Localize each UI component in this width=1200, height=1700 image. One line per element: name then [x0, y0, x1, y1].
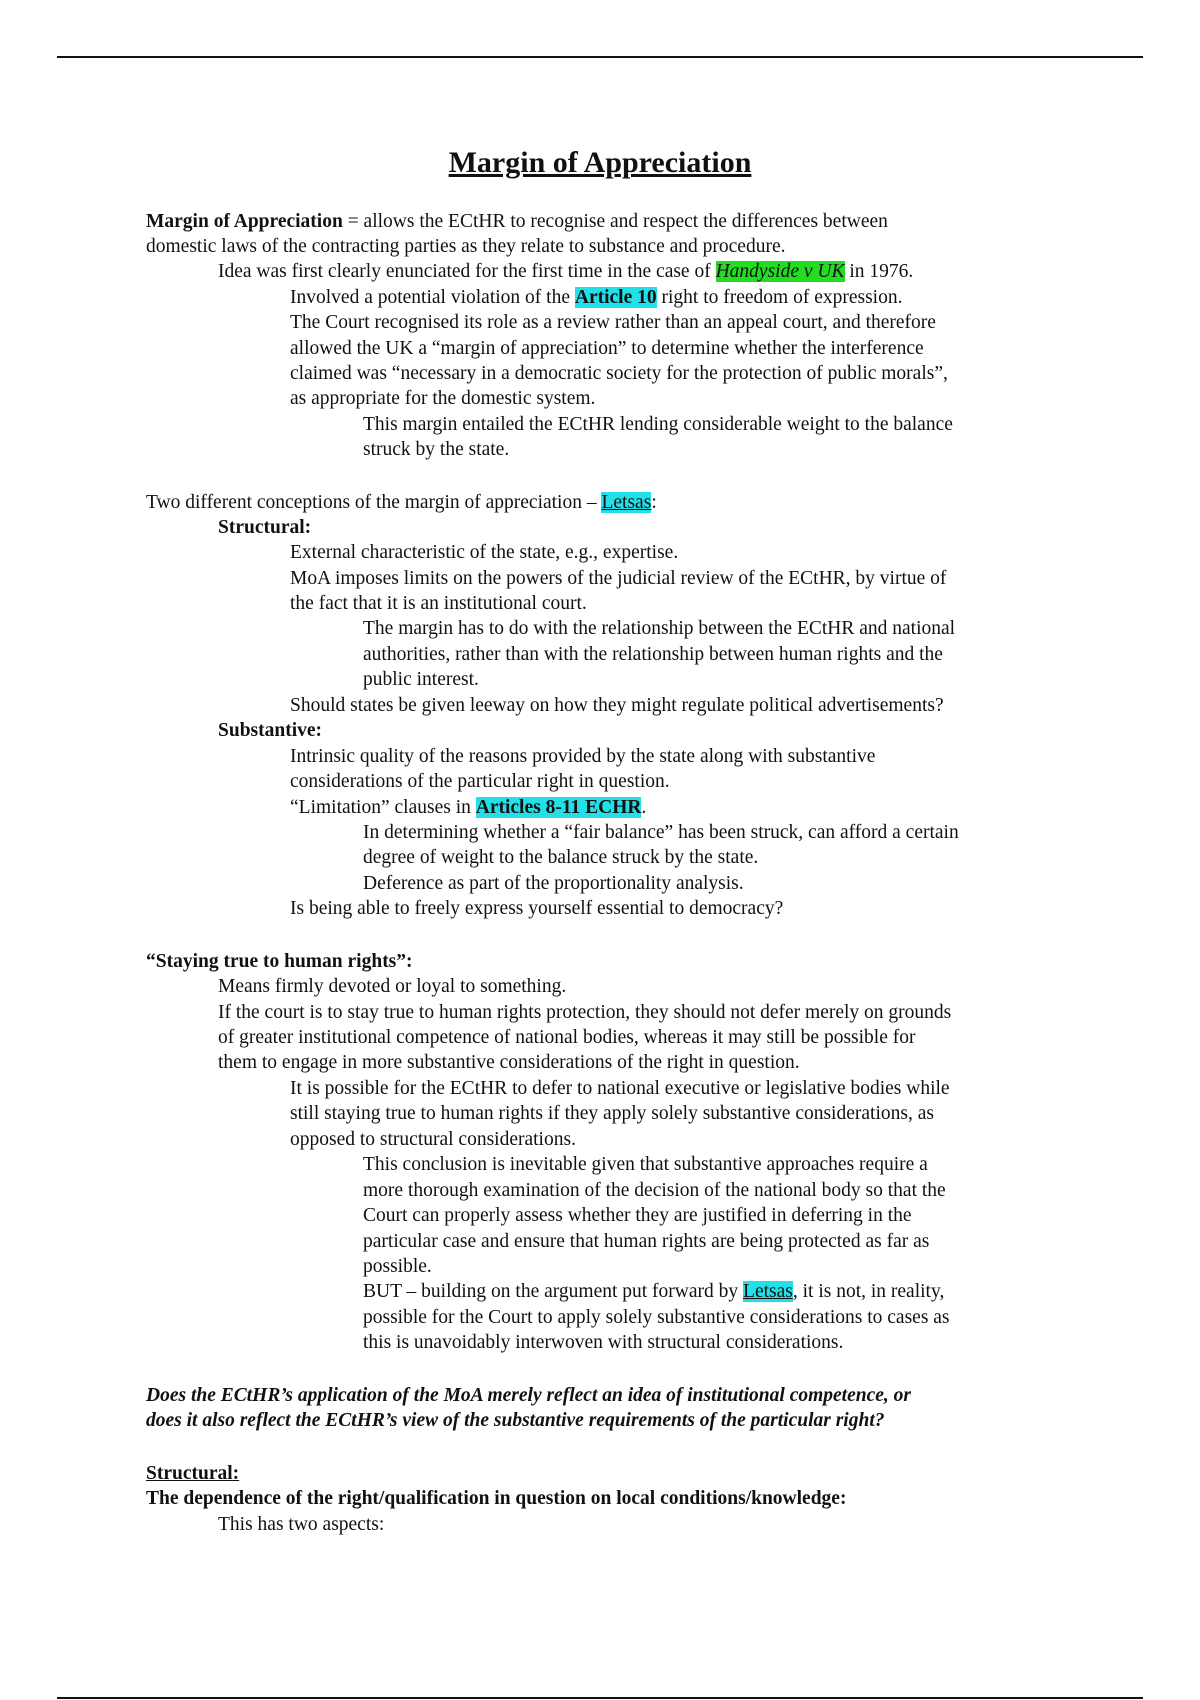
intro-idea-line: Idea was first clearly enunciated for the first time in the case of Handyside v UK in 1976.	[218, 261, 914, 282]
staying-line-2c: them to engage in more substantive considerations of the right in question.	[218, 1052, 800, 1073]
staying-line-4b: more thorough examination of the decision of the national body so that the	[363, 1180, 946, 1201]
staying-line-3a: It is possible for the ECtHR to defer to national executive or legislative bodies while	[290, 1078, 950, 1099]
intro-line-2: domestic laws of the contracting parties as they relate to substance and procedure.	[146, 236, 786, 257]
staying-line-4a: This conclusion is inevitable given that substantive approaches require a	[363, 1154, 928, 1175]
substantive-line-2: “Limitation” clauses in Articles 8-11 ECHR.	[290, 797, 647, 818]
staying-but-line-2: possible for the Court to apply solely substantive considerations to cases as	[363, 1307, 950, 1328]
intro-term: Margin of Appreciation	[146, 211, 343, 232]
articles-8-11: Articles 8-11 ECHR	[475, 797, 642, 818]
structural-line-4: Should states be given leeway on how they might regulate political advertisements?	[290, 695, 944, 716]
substantive-heading: Substantive:	[218, 720, 323, 741]
substantive-line-4: Deference as part of the proportionality analysis.	[363, 873, 744, 894]
structural-line-2a: MoA imposes limits on the powers of the judicial review of the ECtHR, by virtue of	[290, 568, 947, 589]
structural2-heading: Structural:	[146, 1463, 240, 1484]
substantive-line-5: Is being able to freely express yourself essential to democracy?	[290, 898, 784, 919]
intro-court-line-4: as appropriate for the domestic system.	[290, 388, 596, 409]
conceptions-line: Two different conceptions of the margin of appreciation – Letsas:	[146, 492, 657, 513]
page-title: Margin of Appreciation	[448, 146, 752, 179]
structural-line-3a: The margin has to do with the relationship between the ECtHR and national	[363, 618, 956, 639]
intro-involved-line: Involved a potential violation of the Article 10 right to freedom of expression.	[290, 287, 903, 308]
intro-court-line-3: claimed was “necessary in a democratic society for the protection of public morals”,	[290, 363, 948, 384]
intro-margin-line-2: struck by the state.	[363, 439, 510, 460]
author-letsas: Letsas	[601, 492, 652, 513]
substantive-line-3b: degree of weight to the balance struck by the state.	[363, 847, 759, 868]
staying-line-4c: Court can properly assess whether they are justified in deferring in the	[363, 1205, 912, 1226]
staying-line-1: Means firmly devoted or loyal to something.	[218, 976, 567, 997]
staying-but-line-1: BUT – building on the argument put forward by Letsas, it is not, in reality,	[363, 1281, 945, 1302]
intro-court-line-2: allowed the UK a “margin of appreciation” to determine whether the interference	[290, 338, 924, 359]
author-letsas-2: Letsas	[743, 1281, 793, 1302]
staying-line-4e: possible.	[363, 1256, 432, 1277]
staying-line-2b: of greater institutional competence of national bodies, whereas it may still be possible for	[218, 1027, 916, 1048]
substantive-line-1b: considerations of the particular right in question.	[290, 771, 670, 792]
intro-court-line-1: The Court recognised its role as a review rather than an appeal court, and therefore	[290, 312, 936, 333]
staying-but-line-3: this is unavoidably interwoven with structural considerations.	[363, 1332, 844, 1353]
structural-line-1: External characteristic of the state, e.g., expertise.	[290, 542, 679, 563]
intro-line-1: Margin of Appreciation = allows the ECtHR to recognise and respect the differences between	[146, 211, 888, 232]
substantive-line-3a: In determining whether a “fair balance” has been struck, can afford a certain	[363, 822, 959, 843]
footer-rule	[57, 1697, 1143, 1699]
structural-line-3c: public interest.	[363, 669, 479, 690]
case-handyside: Handyside v UK	[715, 261, 845, 282]
structural-heading: Structural:	[218, 517, 312, 538]
intro-margin-line-1: This margin entailed the ECtHR lending considerable weight to the balance	[363, 414, 953, 435]
article-10: Article 10	[574, 287, 657, 308]
staying-line-3b: still staying true to human rights if they apply solely substantive considerations, as	[290, 1103, 934, 1124]
structural2-aspects: This has two aspects:	[218, 1514, 385, 1535]
structural-line-3b: authorities, rather than with the relationship between human rights and the	[363, 644, 943, 665]
staying-line-3c: opposed to structural considerations.	[290, 1129, 576, 1150]
question-line-2: does it also reflect the ECtHR’s view of the substantive requirements of the particular right?	[146, 1410, 885, 1431]
staying-line-4d: particular case and ensure that human rights are being protected as far as	[363, 1231, 930, 1252]
staying-line-2a: If the court is to stay true to human rights protection, they should not defer merely on grounds	[218, 1002, 952, 1023]
structural-line-2b: the fact that it is an institutional court.	[290, 593, 587, 614]
structural2-subheading: The dependence of the right/qualification in question on local conditions/knowledge:	[146, 1488, 847, 1509]
substantive-line-1a: Intrinsic quality of the reasons provided by the state along with substantive	[290, 746, 876, 767]
question-line-1: Does the ECtHR’s application of the MoA merely reflect an idea of institutional competence, or	[146, 1385, 911, 1406]
staying-heading: “Staying true to human rights”:	[146, 951, 413, 972]
